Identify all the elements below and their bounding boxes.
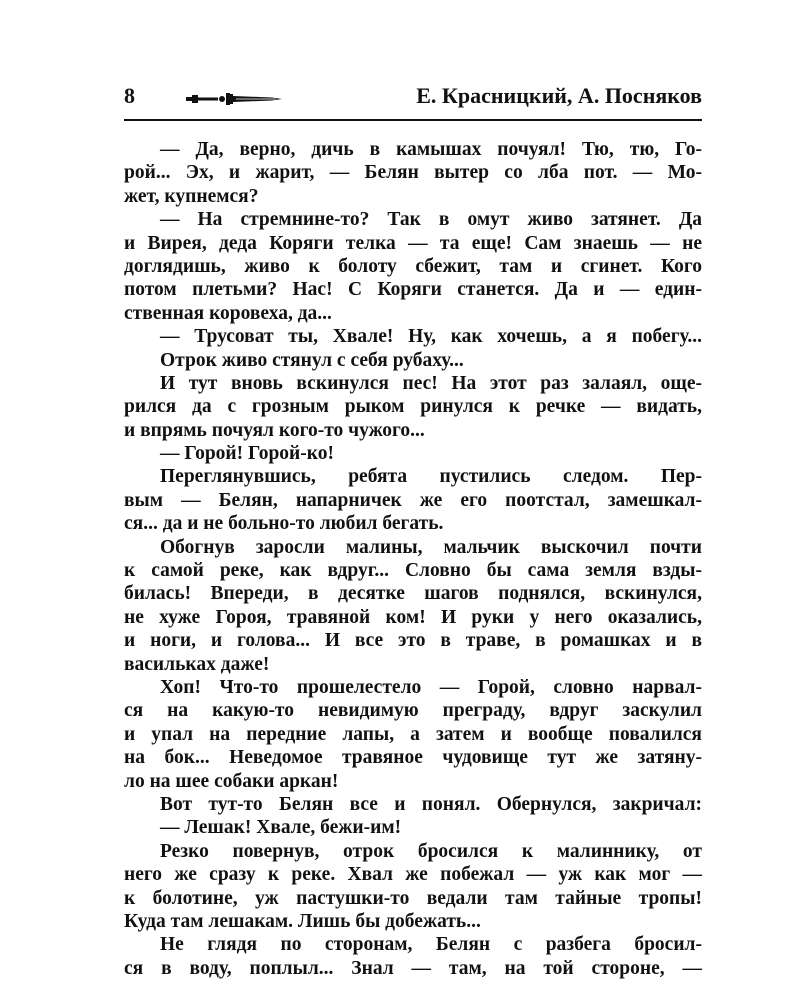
text-line: потом плетьми? Нас! С Коряги станется. Да и — един- [124, 279, 702, 301]
text-line: Обогнув заросли малины, мальчик выскочил почти [160, 536, 702, 558]
text-line: — На стремнине-то? Так в омут живо затянет. Да [160, 209, 702, 231]
text-line: Не глядя по сторонам, Белян с разбега бросил- [160, 934, 702, 956]
body-text [124, 138, 702, 980]
text-line: и Вирея, деда Коряги телка — та еще! Сам знаешь — не [124, 232, 702, 254]
text-line: и впрямь почуял кого-то чужого... [124, 419, 425, 441]
dagger-ornament-icon [186, 92, 282, 106]
text-line: билась! Впереди, в десятке шагов поднялся, вскинулся, [124, 583, 702, 605]
text-line: ся на какую-то невидимую преграду, вдруг заскулил [124, 700, 702, 722]
text-line: Вот тут-то Белян все и понял. Обернулся, закричал: [160, 793, 702, 815]
text-line: ся в воду, поплыл... Знал — там, на той стороне, — [124, 957, 702, 979]
text-line: — Лешак! Хвале, бежи-им! [160, 817, 402, 839]
text-line: доглядишь, живо к болоту сбежит, там и сгинет. Кого [124, 255, 702, 277]
text-line: и упал на передние лапы, а затем и вообще повалился [124, 723, 702, 745]
text-line: Хоп! Что-то прошелестело — Горой, словно нарвал- [160, 676, 702, 698]
text-line: на бок... Неведомое травяное чудовище тут же затяну- [124, 747, 702, 769]
text-line: рой... Эх, и жарит, — Белян вытер со лба пот. — Мо- [124, 162, 702, 184]
text-line: ло на шее собаки аркан! [124, 770, 339, 792]
text-line: к самой реке, как вдруг... Словно бы сама земля взды- [124, 560, 702, 582]
text-line: и ноги, и голова... И все это в траве, в ромашках и в [124, 630, 702, 652]
text-line: — Горой! Горой-ко! [160, 443, 335, 465]
text-line: жет, купнемся? [124, 185, 259, 207]
text-line: ственная коровеха, да... [124, 302, 332, 324]
text-line: ся... да и не больно-то любил бегать. [124, 513, 444, 535]
text-line: не хуже Гороя, травяной ком! И руки у него оказались, [124, 606, 702, 628]
text-line: рился да с грозным рыком ринулся к речке — видать, [124, 396, 702, 418]
text-line: вым — Белян, напарничек же его поотстал, замешкал- [124, 489, 702, 511]
header-rule [124, 119, 702, 121]
text-line: него же сразу к реке. Хвал же побежал — уж как мог — [124, 864, 702, 886]
text-line: васильках даже! [124, 653, 270, 675]
page-number: 8 [124, 83, 135, 108]
text-line: к болотине, уж пастушки-то ведали там тайные тропы! [124, 887, 702, 909]
text-line: Куда там лешакам. Лишь бы добежать... [124, 910, 481, 932]
text-line: Отрок живо стянул с себя рубаху... [160, 349, 464, 371]
text-line: И тут вновь вскинулся пес! На этот раз залаял, още- [160, 372, 702, 394]
text-line: Переглянувшись, ребята пустились следом. Пер- [160, 466, 702, 488]
running-head-authors: Е. Красницкий, А. Посняков [416, 83, 702, 108]
text-line: — Трусоват ты, Хвале! Ну, как хочешь, а я побегу... [160, 326, 702, 348]
text-line: — Да, верно, дичь в камышах почуял! Тю, тю, Го- [160, 139, 702, 160]
text-line: Резко повернув, отрок бросился к малиннику, от [160, 840, 702, 862]
